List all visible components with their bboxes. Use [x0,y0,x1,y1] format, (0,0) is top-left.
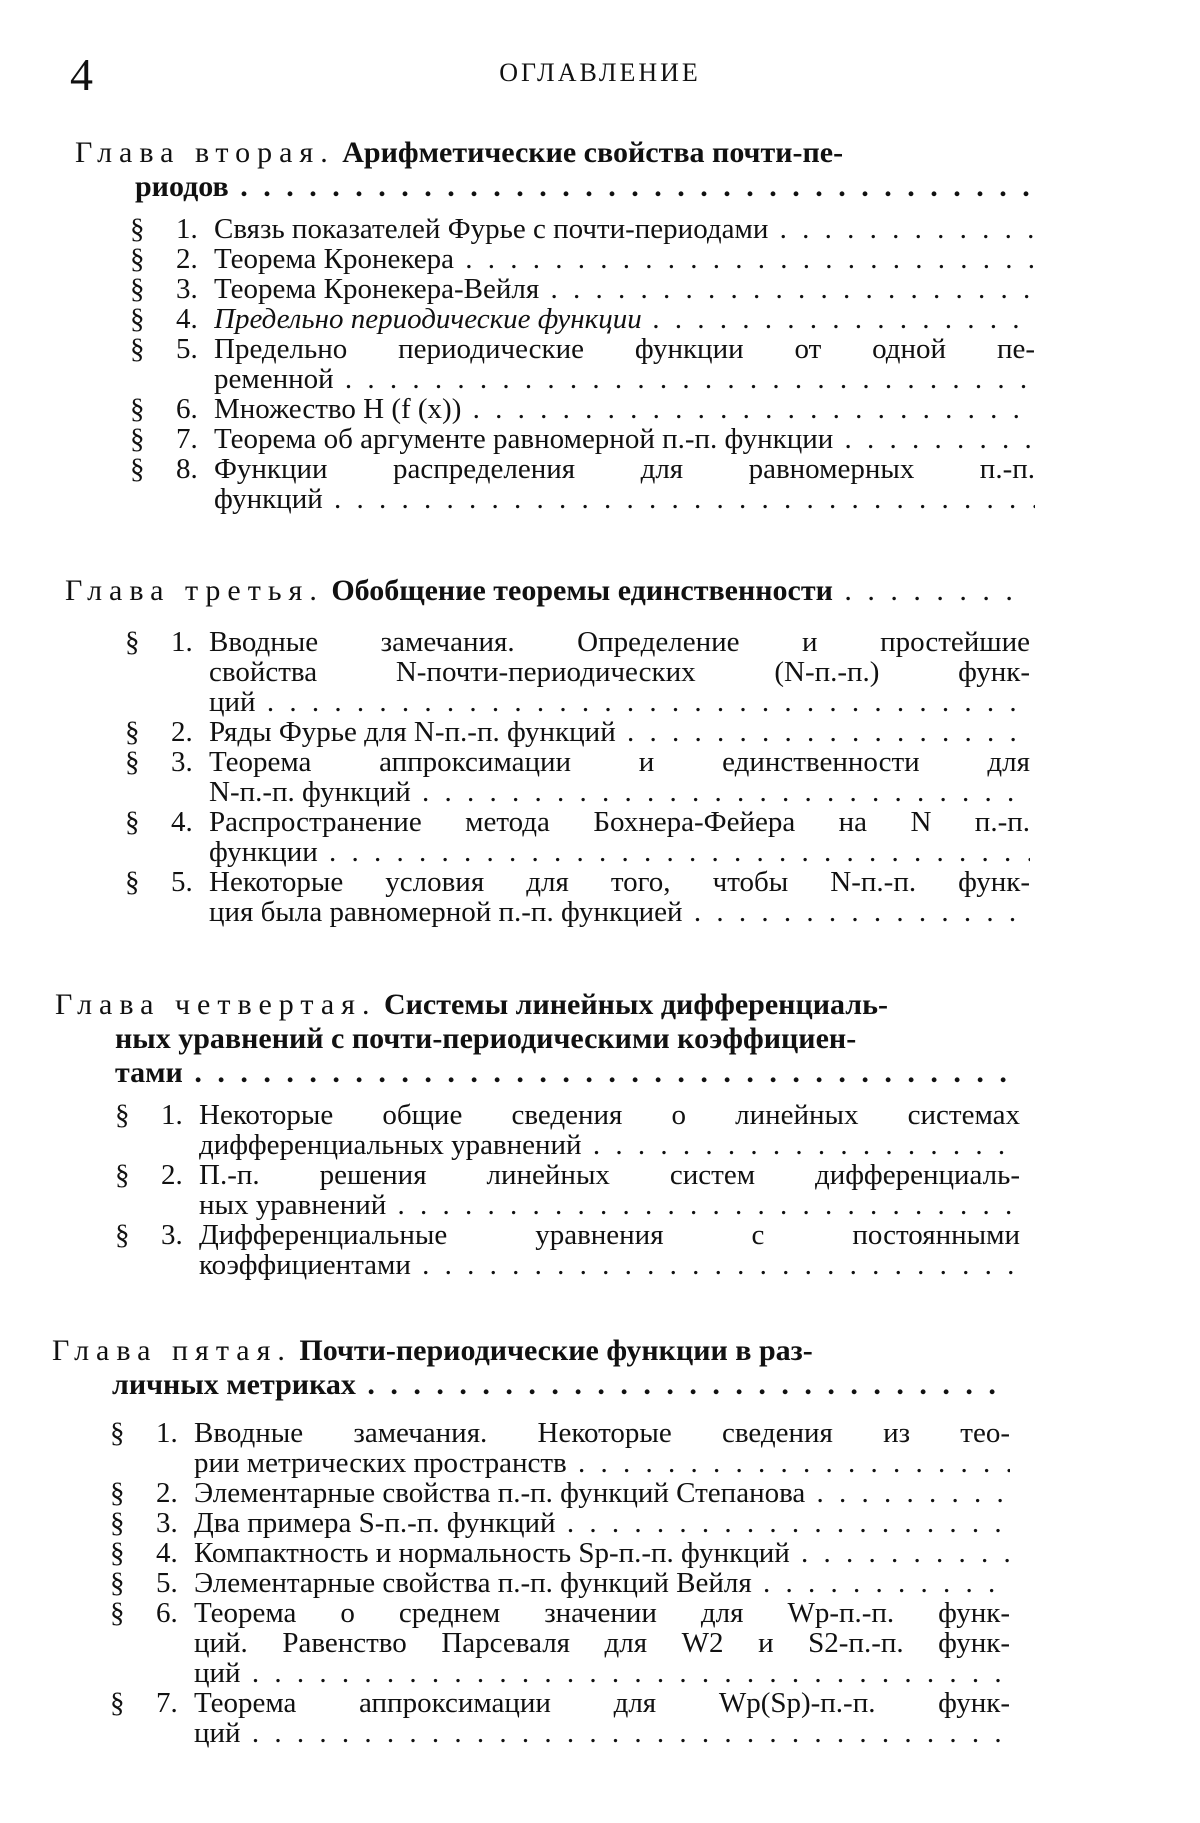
section-title: Вводные замечания. Определение и простейшие [209,627,1030,657]
toc-entry[interactable] [125,867,1030,927]
chapter-5-sections [110,1418,1010,1748]
section-title: Предельно периодические функции . . . [214,304,1035,334]
section-number: 7. [176,423,198,455]
section-title: Ряды Фурье для N-п.-п. функций . . . [209,717,1030,747]
section-title-cont: ций . . . [209,687,1030,717]
section-number: 6. [156,1597,178,1629]
section-title: Теорема о среднем значении для Wp-п.-п. функ- [194,1598,1010,1628]
chapter-prefix: Глава пятая. [52,1334,292,1367]
section-mark: § [115,1099,130,1131]
chapter-2-heading [75,136,1035,204]
section-mark: § [110,1687,125,1719]
chapter-3-heading [65,574,1030,608]
section-number: 2. [171,716,193,748]
chapter-title: Арифметические свойства почти-пе- [342,136,844,169]
section-mark: § [130,273,145,305]
section-title: Элементарные свойства п.-п. функций Вейля . . . [194,1568,1010,1598]
toc-entry[interactable] [125,717,1030,747]
toc-entry[interactable] [125,627,1030,717]
toc-entry[interactable] [125,807,1030,867]
chapter-title-cont: ных уравнений с почти-периодическими коэффициен- [115,1022,857,1055]
chapter-3-sections [125,627,1030,927]
toc-entry[interactable] [130,244,1035,274]
section-mark: § [125,806,140,838]
section-title: Теорема Кронекера . . . [214,244,1035,274]
section-mark: § [110,1537,125,1569]
section-number: 2. [176,243,198,275]
chapter-title-cont: личных метриках . . . [112,1368,1012,1401]
running-head: ОГЛАВЛЕНИЕ [499,58,701,87]
section-title-cont: функции . . . [209,837,1030,867]
section-title: Распространение метода Бохнера-Фейера на N п.-п. [209,807,1030,837]
section-number: 4. [171,806,193,838]
section-title-cont: свойства N-почти-периодических (N-п.-п.) функ- [209,657,1030,687]
section-title: Предельно периодические функции от одной пе- [214,334,1035,364]
section-mark: § [125,866,140,898]
section-mark: § [130,393,145,425]
section-number: 5. [176,333,198,365]
chapter-title: Почти-периодические функции в раз- [299,1334,813,1367]
section-mark: § [110,1507,125,1539]
chapter-4-sections [115,1100,1020,1280]
toc-entry[interactable] [110,1568,1010,1598]
section-number: 2. [156,1477,178,1509]
section-mark: § [125,716,140,748]
toc-entry[interactable] [130,304,1035,334]
chapter-5-heading [52,1334,1012,1402]
section-number: 1. [161,1099,183,1131]
section-number: 3. [161,1219,183,1251]
section-number: 1. [171,626,193,658]
section-mark: § [130,213,145,245]
section-number: 1. [156,1417,178,1449]
section-number: 1. [176,213,198,245]
section-mark: § [110,1567,125,1599]
section-mark: § [115,1159,130,1191]
section-mark: § [125,746,140,778]
section-number: 3. [171,746,193,778]
section-title: Множество H (f (x)) . . . [214,394,1035,424]
chapter-prefix: Глава четвертая. [55,988,377,1021]
section-title-cont: коэффициентами . . . [199,1250,1020,1280]
section-title: Теорема аппроксимации и единственности для [209,747,1030,777]
section-title: Вводные замечания. Некоторые сведения из тео- [194,1418,1010,1448]
chapter-prefix: Глава третья. [65,574,324,607]
toc-entry[interactable] [110,1538,1010,1568]
section-title-cont: ция была равномерной п.-п. функцией . . . [209,897,1030,927]
toc-entry[interactable] [130,394,1035,424]
section-title-cont: ных уравнений . . . [199,1190,1020,1220]
chapter-title: Системы линейных дифференциаль- [383,988,888,1021]
section-number: 5. [156,1567,178,1599]
section-mark: § [115,1219,130,1251]
section-title-cont: ций . . . [194,1658,1010,1688]
toc-entry[interactable] [130,454,1035,514]
section-title: Некоторые общие сведения о линейных системах [199,1100,1020,1130]
section-number: 7. [156,1687,178,1719]
section-title: Теорема об аргументе равномерной п.-п. функции . . . [214,424,1035,454]
section-mark: § [125,626,140,658]
section-mark: § [130,303,145,335]
section-title-cont: рии метрических пространств . . . [194,1448,1010,1478]
page-number: 4 [70,49,93,100]
section-title: Два примера S-п.-п. функций . . . [194,1508,1010,1538]
section-title: Теорема аппроксимации для Wp(Sp)-п.-п. функ- [194,1688,1010,1718]
section-number: 4. [156,1537,178,1569]
toc-entry[interactable] [110,1418,1010,1478]
chapter-2-sections [130,214,1035,514]
section-title-cont: функций . . . [214,484,1035,514]
section-title: Связь показателей Фурье с почти-периодами . . . [214,214,1035,244]
section-number: 5. [171,866,193,898]
section-number: 8. [176,453,198,485]
chapter-title: Обобщение теоремы единственности [331,574,833,607]
section-title: Некоторые условия для того, чтобы N-п.-п. функ- [209,867,1030,897]
toc-entry[interactable] [110,1598,1010,1688]
section-mark: § [110,1597,125,1629]
section-title: Теорема Кронекера-Вейля . . . [214,274,1035,304]
toc-entry[interactable] [110,1688,1010,1748]
section-number: 2. [161,1159,183,1191]
section-title-cont: ременной . . . [214,364,1035,394]
toc-entry[interactable] [115,1220,1020,1280]
section-title: Элементарные свойства п.-п. функций Степанова . . . [194,1478,1010,1508]
toc-entry[interactable] [130,274,1035,304]
section-title-cont: ций . . . [194,1718,1010,1748]
toc-entry[interactable] [130,424,1035,454]
toc-entry[interactable] [115,1100,1020,1160]
chapter-4-heading [55,988,1020,1090]
section-mark: § [130,333,145,365]
section-mark: § [110,1477,125,1509]
section-title: Дифференциальные уравнения с постоянными [199,1220,1020,1250]
section-mark: § [130,453,145,485]
toc-entry[interactable] [130,334,1035,394]
section-mark: § [130,423,145,455]
chapter-title-cont: тами . . . [115,1056,1020,1089]
section-title: Функции распределения для равномерных п.-п. [214,454,1035,484]
chapter-title-cont: риодов . . . [135,170,1035,203]
section-mark: § [110,1417,125,1449]
toc-entry[interactable] [130,214,1035,244]
toc-entry[interactable] [110,1478,1010,1508]
toc-entry[interactable] [115,1160,1020,1220]
section-title: Компактность и нормальность Sp-п.-п. функций . . . [194,1538,1010,1568]
section-title-cont: ций. Равенство Парсеваля для W2 и S2-п.-п. функ- [194,1628,1010,1658]
section-number: 3. [176,273,198,305]
section-title: П.-п. решения линейных систем дифференциаль- [199,1160,1020,1190]
section-mark: § [130,243,145,275]
section-number: 6. [176,393,198,425]
section-number: 4. [176,303,198,335]
toc-entry[interactable] [125,747,1030,807]
section-number: 3. [156,1507,178,1539]
section-title-cont: N-п.-п. функций . . . [209,777,1030,807]
section-title-cont: дифференциальных уравнений . . . [199,1130,1020,1160]
chapter-prefix: Глава вторая. [75,136,335,169]
toc-entry[interactable] [110,1508,1010,1538]
